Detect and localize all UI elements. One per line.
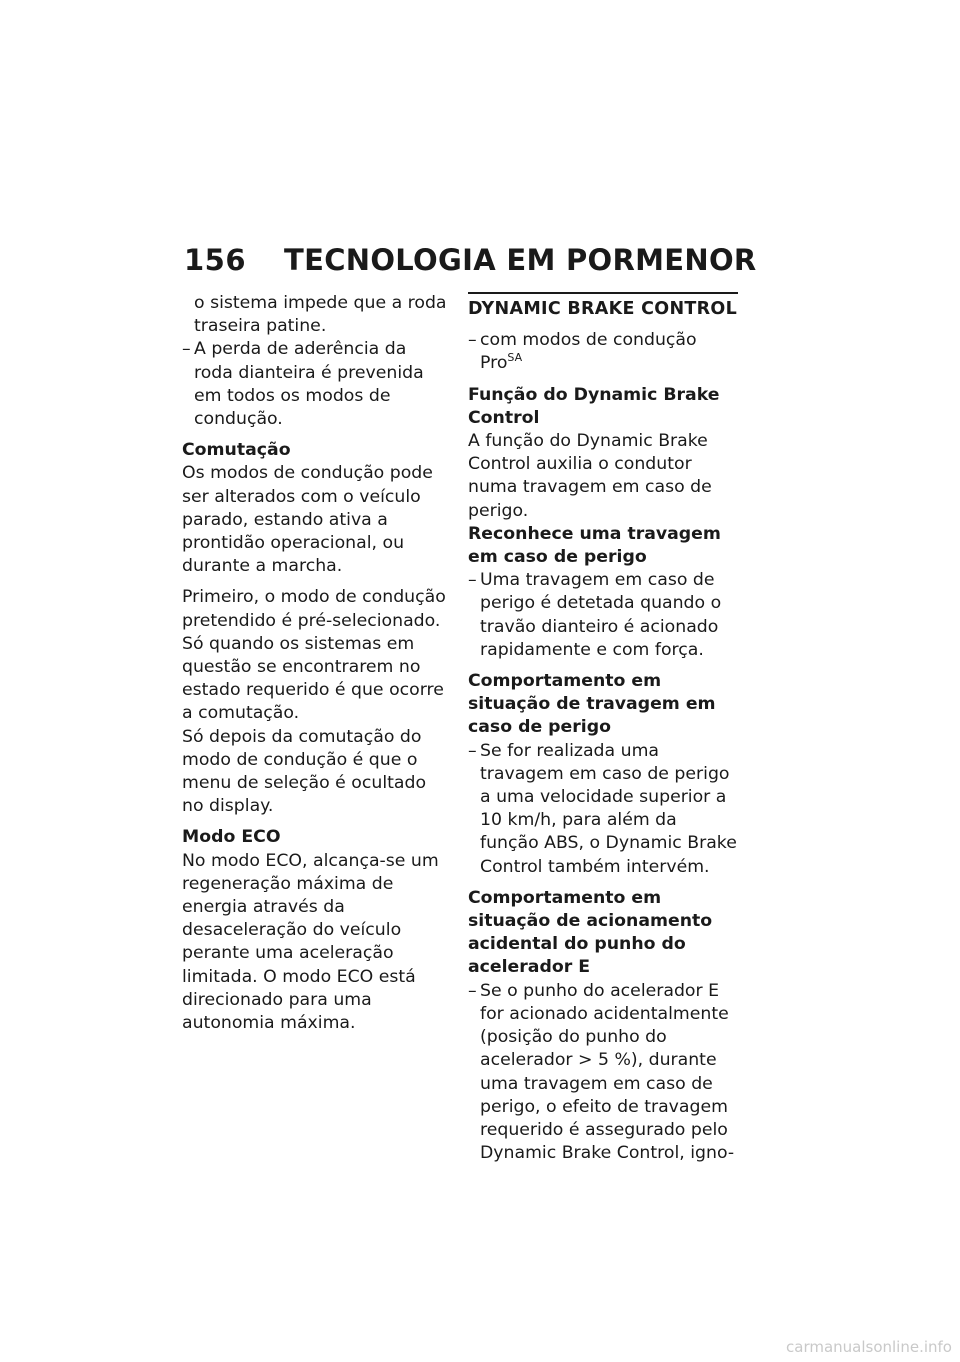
page-title: TECNOLOGIA EM PORMENOR — [284, 243, 757, 277]
paragraph: Os modos de condução pode ser alterados com o veículo parado, estando ativa a prontidão operacional, ou durante a marcha. — [182, 463, 433, 577]
list-item — [468, 329, 738, 375]
list-item — [182, 292, 447, 338]
section-title: DYNAMIC BRAKE CONTROL — [468, 292, 738, 321]
dash-marker: – — [468, 330, 477, 351]
heading-modo-eco: Modo ECO — [182, 827, 281, 848]
dash-marker: – — [468, 570, 477, 591]
heading-reconhece: Reconhece uma travagem em caso de perigo — [468, 523, 721, 568]
paragraph: A função do Dynamic Brake Control auxilia o condutor numa travagem em caso de perigo. — [468, 431, 712, 521]
list-item-text: com modos de condução Pro — [480, 330, 697, 374]
paragraph: Só depois da comutação do modo de condução é que o menu de seleção é ocultado no display. — [182, 726, 427, 817]
page-number: 156 — [184, 243, 247, 277]
option-badge: SA — [507, 351, 523, 365]
heading-comportamento-perigo: Comportamento em situação de travagem em caso de perigo — [468, 671, 716, 738]
dash-marker: – — [468, 980, 477, 1001]
list-item-text: Se for realizada uma travagem em caso de perigo a uma velocidade superior a 10 km/h, para além da função ABS, o Dynamic Brake Control também intervém. — [480, 740, 737, 877]
list-item-text: Uma travagem em caso de perigo é detetada quando o travão dianteiro é acionado rapidamente e com força. — [480, 570, 722, 660]
list-item — [468, 740, 738, 879]
heading-comportamento-acidental: Comportamento em situação de acionamento acidental do punho do acelerador E — [468, 887, 713, 978]
list-item-text: A perda de aderência da roda dianteira é prevenida em todos os modos de condução. — [194, 339, 424, 430]
heading-comutacao: Comutação — [182, 440, 291, 461]
list-item — [468, 980, 738, 1166]
dash-marker: – — [182, 339, 191, 360]
dash-marker: – — [468, 740, 477, 761]
list-item-text: Se o punho do acelerador E for acionado acidentalmente (posição do punho do acelerador > 5 %), durante uma travagem em caso de perigo, o efeito de travagem requerido é assegurado pelo Dynamic Brake Control, igno- — [480, 980, 735, 1164]
paragraph: No modo ECO, alcança-se um regeneração máxima de energia através da desaceleração do veículo perante uma aceleração limitada. O modo ECO está direcionado para uma autonomia máxima. — [182, 850, 439, 1034]
right-column — [468, 292, 738, 1173]
left-column — [182, 292, 447, 1043]
list-item-text: o sistema impede que a roda traseira patine. — [194, 293, 447, 337]
list-item — [182, 338, 447, 431]
page-header — [184, 240, 757, 280]
paragraph: Primeiro, o modo de condução pretendido é pré-selecionado. Só quando os sistemas em questão se encontrarem no estado requerido é que ocorre a comutação. — [182, 587, 446, 724]
watermark: carmanualsonline.info — [786, 1338, 952, 1356]
heading-funcao: Função do Dynamic Brake Control — [468, 384, 720, 428]
list-item — [468, 569, 738, 662]
